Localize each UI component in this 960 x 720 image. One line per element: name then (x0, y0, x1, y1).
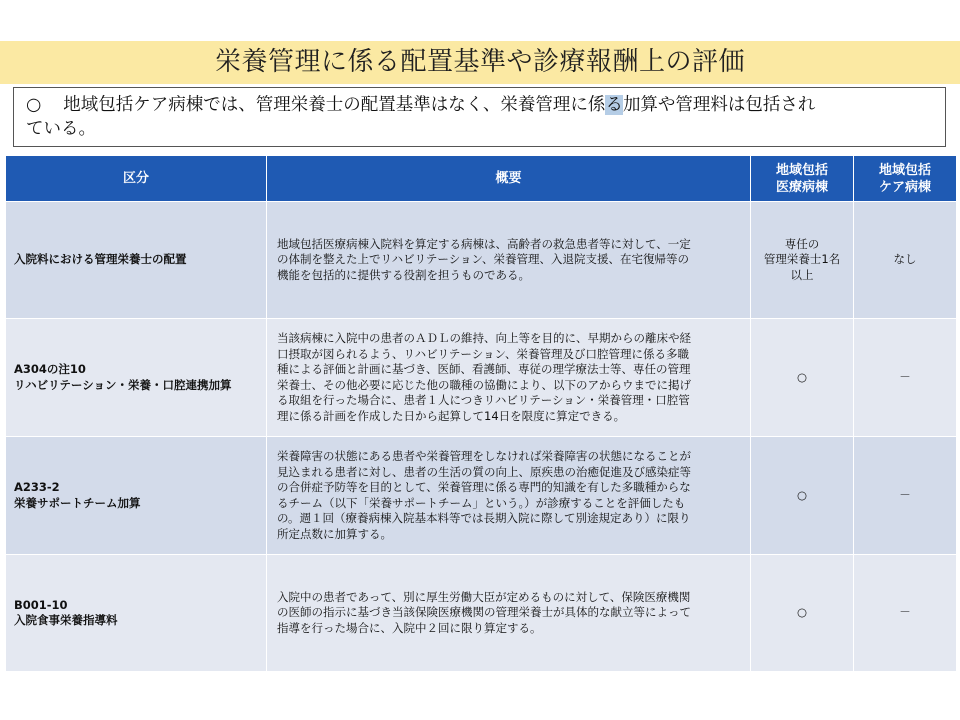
header-care-ward (854, 156, 957, 202)
row-care-value: － (854, 437, 957, 555)
summary-line: 理に係る計画を作成した日から起算して14日を限度に算定できる。 (277, 408, 626, 423)
note-text-part2: 加算や管理料は包括され (622, 95, 816, 115)
summary-line: 地域包括医療病棟入院料を算定する病棟は、高齢者の救急患者等に対して、一定 (277, 236, 691, 251)
row-summary (267, 202, 751, 319)
header-acute-line2: 医療病棟 (775, 179, 828, 195)
note-text-part1: 地域包括ケア病棟では、管理栄養士の配置基準はなく、栄養管理に係 (63, 95, 606, 115)
row-care-value: － (854, 555, 957, 672)
summary-line: 栄養士、その他必要に応じた他の職種の協働により、以下のアからウまでに掲げ (277, 377, 691, 392)
summary-note (13, 87, 946, 147)
note-text-highlight: る (605, 95, 623, 115)
category-line: A304の注10 (14, 362, 86, 376)
row-summary (267, 319, 751, 437)
header-acute-ward (751, 156, 854, 202)
summary-line: の。週１回（療養病棟入院基本料等では長期入院に際して別途規定あり）に限り (277, 511, 691, 525)
note-bullet: ○ (26, 95, 42, 115)
summary-line: 当該病棟に入院中の患者のＡＤＬの維持、向上等を目的に、早期からの離床や経 (277, 331, 691, 345)
category-line: 入院料における管理栄養士の配置 (14, 252, 187, 267)
category-line: B001-10 (14, 597, 68, 612)
category-line: 栄養サポートチーム加算 (14, 495, 141, 510)
row-acute-value: ○ (751, 555, 854, 672)
row-category (6, 319, 267, 437)
summary-line: 指導を行った場合に、入院中２回に限り算定する。 (277, 620, 542, 635)
table-row (6, 319, 957, 437)
row-care-value: － (854, 319, 957, 437)
row-category (6, 437, 267, 555)
summary-line: の医師の指示に基づき当該保険医療機関の管理栄養士が具体的な献立等によって (277, 605, 691, 620)
header-care-line1: 地域包括 (878, 162, 931, 178)
table-row (6, 202, 957, 319)
acute-line: 管理栄養士1名 (763, 252, 841, 267)
row-category (6, 202, 267, 319)
table-row (6, 437, 957, 555)
acute-line: 専任の (784, 236, 820, 251)
row-category (6, 555, 267, 672)
summary-line: の合併症予防等を目的として、栄養管理に係る専門的知識を有した多職種からな (277, 480, 691, 494)
summary-line: 所定点数に加算する。 (277, 526, 392, 541)
row-care-value: なし (854, 202, 957, 319)
header-summary: 概要 (267, 156, 751, 202)
summary-line: 入院中の患者であって、別に厚生労働大臣が定めるものに対して、保険医療機関 (277, 589, 691, 604)
header-care-line2: ケア病棟 (878, 179, 931, 195)
evaluation-table (5, 155, 957, 672)
row-summary (267, 437, 751, 555)
table-row (6, 555, 957, 672)
summary-line: る取組を行った場合に、患者１人につきリハビリテーション・栄養管理・口腔管 (277, 393, 690, 407)
summary-line: るチーム（以下「栄養サポートチーム」という。）が診療することを評価したも (277, 495, 686, 510)
summary-line: 口摂取が図られるよう、リハビリテーション、栄養管理及び口腔管理に係る多職 (277, 346, 690, 361)
row-acute-value (751, 202, 854, 319)
category-line: 入院食事栄養指導料 (14, 613, 118, 627)
category-line: A233-2 (14, 480, 60, 494)
category-line: リハビリテーション・栄養・口腔連携加算 (14, 377, 232, 392)
row-acute-value: ○ (751, 319, 854, 437)
summary-line: 種による評価と計画に基づき、医師、看護師、専従の理学療法士等、専任の管理 (277, 362, 691, 376)
header-acute-line1: 地域包括 (775, 162, 828, 178)
page-title: 栄養管理に係る配置基準や診療報酬上の評価 (214, 47, 745, 77)
row-summary (267, 555, 751, 672)
summary-line: 見込まれる患者に対し、患者の生活の質の向上、原疾患の治癒促進及び感染症等 (277, 464, 691, 479)
header-category: 区分 (6, 156, 267, 202)
summary-line: の体制を整えた上でリハビリテーション、栄養管理、入退院支援、在宅復帰等の (277, 252, 690, 267)
table-header-row (6, 156, 957, 202)
row-acute-value: ○ (751, 437, 854, 555)
summary-line: 栄養障害の状態にある患者や栄養管理をしなければ栄養障害の状態になることが (277, 449, 691, 463)
summary-line: 機能を包括的に提供する役割を担うものである。 (277, 267, 530, 282)
acute-line: 以上 (790, 267, 814, 282)
note-text-line2: ている。 (26, 119, 96, 139)
